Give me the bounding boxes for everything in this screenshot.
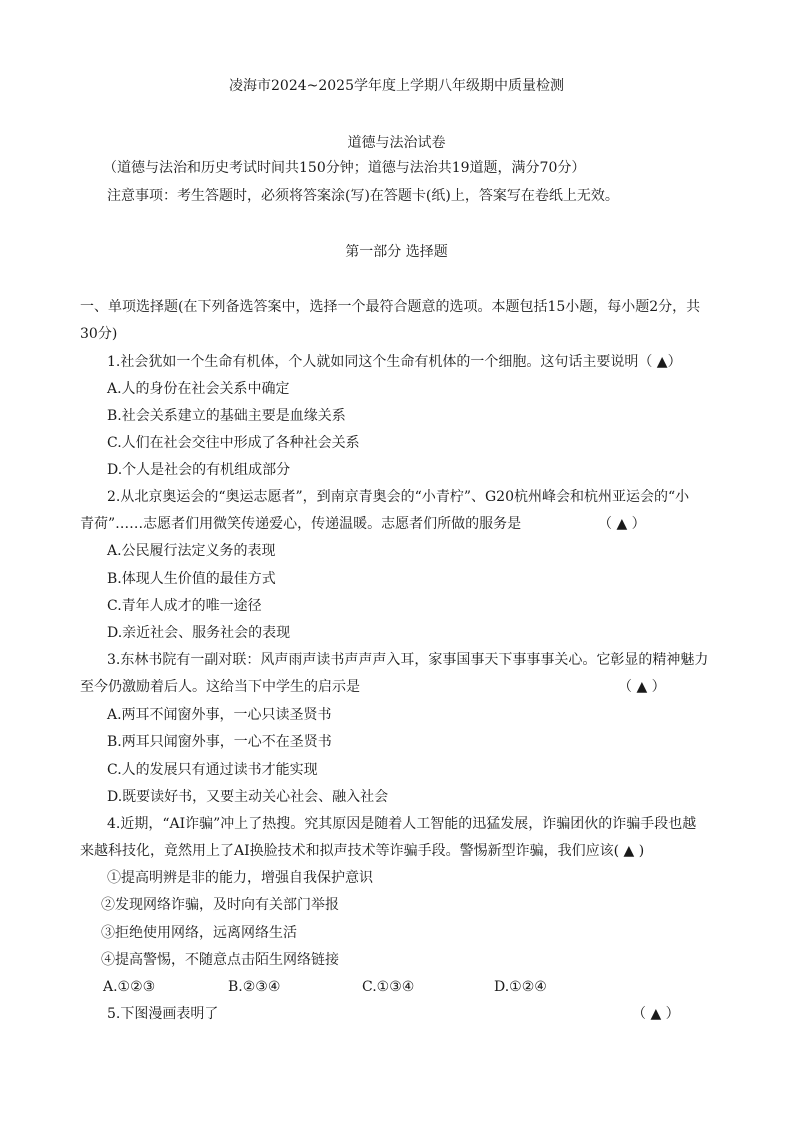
q3-stem-line2: 至今仍激励着后人。这给当下中学生的启示是 [80,679,360,695]
q2-stem-line1: 2.从北京奥运会的“奥运志愿者”，到南京青奥会的“小青柠”、G20杭州峰会和杭州亚运会的“小 [107,489,690,505]
section-instructions-line1: 一、单项选择题(在下列备选答案中，选择一个最符合题意的选项。本题包括15小题，每小题2分，共 [80,299,701,315]
q3-answer-mark: （ ▲ ） [618,679,666,695]
q1-stem: 1.社会犹如一个生命有机体，个人就如同这个生命有机体的一个细胞。这句话主要说明（ ▲） [107,354,682,370]
q5-answer-mark: （ ▲ ） [632,1006,680,1022]
exam-info: （道德与法治和历史考试时间共150分钟；道德与法治共19道题，满分70分） [103,160,586,176]
q2-option-a: A.公民履行法定义务的表现 [107,543,276,559]
q2-option-d: D.亲近社会、服务社会的表现 [107,625,291,641]
q4-choice-a: A.①②③ [103,979,156,995]
q4-item-3: ③拒绝使用网络，远离网络生活 [101,925,297,941]
q2-stem-line2: 青荷”……志愿者们用微笑传递爱心，传递温暖。志愿者们所做的服务是 [80,516,522,532]
q3-option-c: C.人的发展只有通过读书才能实现 [107,762,318,778]
q4-stem-line2: 来越科技化，竟然用上了AI换脸技术和拟声技术等诈骗手段。警惕新型诈骗，我们应该( ▲ ) [80,843,645,859]
exam-notice: 注意事项：考生答题时，必须将答案涂(写)在答题卡(纸)上，答案写在卷纸上无效。 [107,188,619,204]
q2-option-c: C.青年人成才的唯一途径 [107,598,262,614]
q1-option-d: D.个人是社会的有机组成部分 [107,462,291,478]
exam-title: 凌海市2024~2025学年度上学期八年级期中质量检测 [229,78,564,94]
q4-item-4: ④提高警惕，不随意点击陌生网络链接 [101,952,339,968]
q1-option-c: C.人们在社会交往中形成了各种社会关系 [107,435,360,451]
q3-option-a: A.两耳不闻窗外事，一心只读圣贤书 [107,707,332,723]
q4-item-2: ②发现网络诈骗，及时向有关部门举报 [101,897,339,913]
q4-choice-c: C.①③④ [362,979,415,995]
q4-item-1: ①提高明辨是非的能力，增强自我保护意识 [107,870,373,886]
q3-option-b: B.两耳只闻窗外事，一心不在圣贤书 [107,734,332,750]
q3-option-d: D.既要读好书，又要主动关心社会、融入社会 [107,789,389,805]
q5-stem: 5.下图漫画表明了 [107,1006,219,1022]
q3-stem-line1: 3.东林书院有一副对联：风声雨声读书声声声入耳，家事国事天下事事事关心。它彰显的精神魅力 [107,652,709,668]
q4-choice-b: B.②③④ [228,979,281,995]
q4-choice-d: D.①②④ [494,979,547,995]
q4-stem-line1: 4.近期，“AI诈骗”冲上了热搜。究其原因是随着人工智能的迅猛发展，诈骗团伙的诈骗手段也越 [107,816,697,832]
section-instructions-line2: 30分) [80,326,118,342]
q2-option-b: B.体现人生价值的最佳方式 [107,571,276,587]
section-title: 第一部分 选择题 [345,244,448,260]
q2-answer-mark: （ ▲ ） [598,516,646,532]
q1-option-a: A.人的身份在社会关系中确定 [107,381,290,397]
q1-option-b: B.社会关系建立的基础主要是血缘关系 [107,408,346,424]
exam-subject: 道德与法治试卷 [347,135,446,151]
